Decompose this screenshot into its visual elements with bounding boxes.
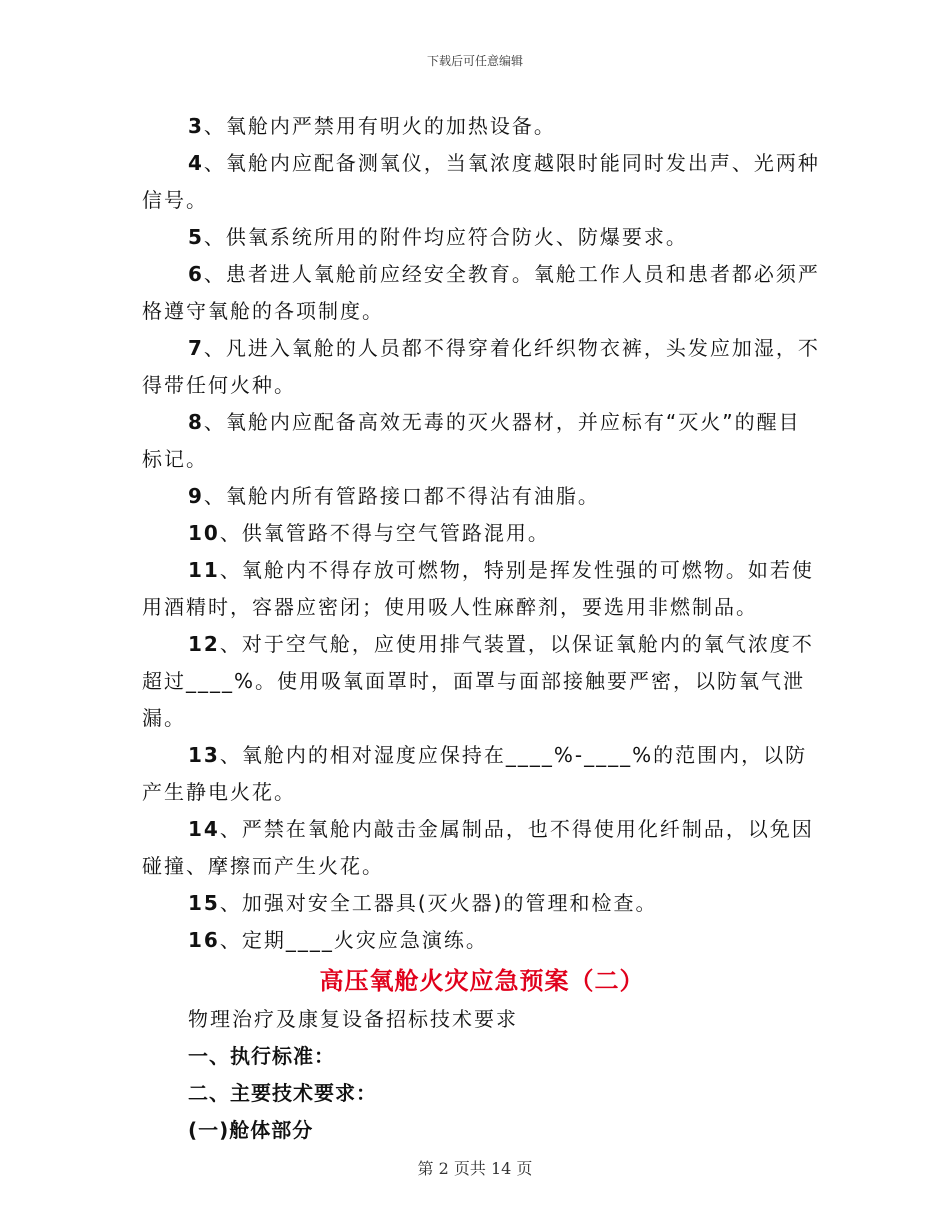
item-text: 、氧舱内的相对湿度应保持在____%-____%的范围内，以防产生静电火花。 — [142, 743, 808, 804]
item-text: 、氧舱内不得存放可燃物，特别是挥发性强的可燃物。如若使用酒精时，容器应密闭；使用吸人性麻醉剂，要选用非燃制品。 — [142, 558, 814, 619]
page-footer: 第 2 页共 14 页 — [417, 1159, 533, 1178]
intro-line: 物理治疗及康复设备招标技术要求 — [188, 1007, 518, 1031]
item-text: 、定期____火灾应急演练。 — [219, 928, 488, 952]
list-item — [142, 404, 822, 478]
item-text: 、氧舱内严禁用有明火的加热设备。 — [203, 114, 556, 138]
item-text: 、氧舱内应配备测氧仪，当氧浓度越限时能同时发出声、光两种信号。 — [142, 151, 820, 212]
item-number: 3 — [188, 114, 204, 138]
list-item — [142, 108, 822, 145]
item-number: 8 — [188, 410, 204, 434]
heading-tech-requirements: 二、主要技术要求： — [188, 1081, 377, 1105]
document-body — [142, 108, 822, 1149]
list-item — [142, 256, 822, 330]
item-number: 12 — [188, 632, 220, 656]
list-item — [142, 219, 822, 256]
list-item — [142, 885, 822, 922]
section-title: 高压氧舱火灾应急预案（二） — [319, 967, 645, 995]
item-number: 6 — [188, 262, 204, 286]
item-number: 11 — [188, 558, 220, 582]
page-header: 下载后可任意编辑 — [426, 54, 523, 68]
item-number: 4 — [188, 151, 204, 175]
list-item — [142, 552, 822, 626]
item-number: 7 — [188, 336, 204, 360]
list-item — [142, 515, 822, 552]
list-item — [142, 145, 822, 219]
list-item — [142, 811, 822, 885]
heading-cabin-part: (一)舱体部分 — [188, 1118, 314, 1142]
item-text: 、供氧系统所用的附件均应符合防火、防爆要求。 — [203, 225, 688, 249]
list-item — [142, 626, 822, 737]
item-text: 、凡进入氧舱的人员都不得穿着化纤织物衣裤，头发应加湿，不得带任何火种。 — [142, 336, 820, 397]
list-item — [142, 922, 822, 959]
item-number: 13 — [188, 743, 220, 767]
item-text: 、患者进人氧舱前应经安全教育。氧舱工作人员和患者都必须严格遵守氧舱的各项制度。 — [142, 262, 820, 323]
item-number: 5 — [188, 225, 204, 249]
item-number: 14 — [188, 817, 220, 841]
item-text: 、供氧管路不得与空气管路混用。 — [219, 521, 550, 545]
item-text: 、严禁在氧舱内敲击金属制品，也不得使用化纤制品，以免因碰撞、摩擦而产生火花。 — [142, 817, 814, 878]
item-number: 9 — [188, 484, 204, 508]
list-item — [142, 330, 822, 404]
item-text: 、加强对安全工器具(灭火器)的管理和检查。 — [219, 891, 658, 915]
item-number: 15 — [188, 891, 220, 915]
heading-standards: 一、执行标准： — [188, 1044, 335, 1068]
list-item — [142, 737, 822, 811]
item-number: 16 — [188, 928, 220, 952]
item-text: 、氧舱内所有管路接口都不得沾有油脂。 — [203, 484, 600, 508]
item-text: 、氧舱内应配备高效无毒的灭火器材，并应标有“灭火”的醒目标记。 — [142, 410, 801, 471]
item-text: 、对于空气舱，应使用排气装置，以保证氧舱内的氧气浓度不超过____%。使用吸氧面罩时，面罩与面部接触要严密，以防氧气泄漏。 — [142, 632, 814, 730]
item-number: 10 — [188, 521, 220, 545]
list-item — [142, 478, 822, 515]
